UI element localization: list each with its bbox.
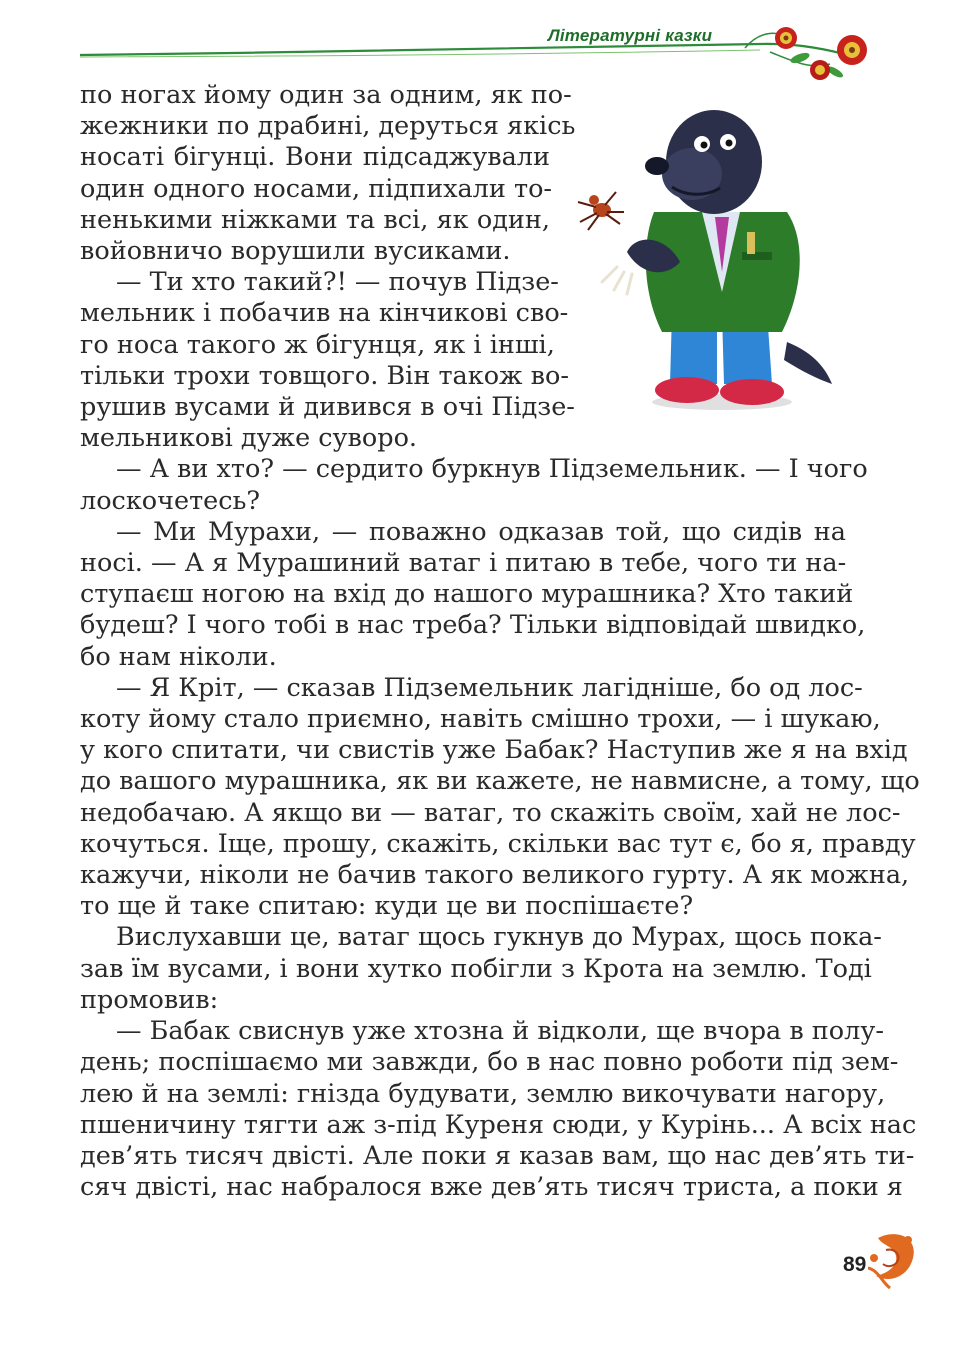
text-line: промовив: <box>80 984 219 1015</box>
paragraph <box>80 516 866 673</box>
paragraph <box>80 454 868 516</box>
page-number: 89 <box>843 1253 867 1276</box>
header-vine-decoration <box>0 0 963 92</box>
text-line: кочуться. Іще, прошу, скажіть, скільки вас тут є, бо я, правду <box>80 828 916 859</box>
body-text <box>80 80 920 1203</box>
paragraph <box>80 267 846 454</box>
text-line: Вислухавши це, ватаг щось гукнув до Мурах, щось пока- <box>116 922 882 953</box>
ornament-icon <box>868 1228 923 1290</box>
text-line: го носа такого ж бігунця, як і інші, <box>80 329 555 360</box>
text-line: лею й на землі: гнізда будувати, землю викочувати нагору, <box>80 1078 886 1109</box>
text-line: — Ми Мурахи, — поважно одказав той, що сидів на <box>116 516 846 547</box>
text-line: сяч двісті, нас набралося вже дев’ять тисяч триста, а поки я <box>80 1172 903 1203</box>
text-line: войовничо ворушили вусиками. <box>80 236 511 267</box>
text-line: недобачаю. А якщо ви — ватаг, то скажіть своїм, хай не лос- <box>80 797 901 828</box>
paragraph <box>80 1016 917 1203</box>
text-line: — Ти хто такий?! — почув Підзе- <box>116 267 559 298</box>
text-line: жежники по драбині, деруться якісь <box>80 111 576 142</box>
text-line: — Бабак свиснув уже хтозна й відколи, ще вчора в полу- <box>116 1016 884 1047</box>
paragraph <box>80 922 882 1016</box>
text-line: ступаєш ногою на вхід до нашого мурашника? Хто такий <box>80 579 854 610</box>
text-line: кажучи, ніколи не бачив такого великого гурту. А як можна, <box>80 860 910 891</box>
text-line: один одного носами, підпихали то- <box>80 173 553 204</box>
text-line: тільки трохи товщого. Він також во- <box>80 360 569 391</box>
text-line: зав їм вусами, і вони хутко побігли з Крота на землю. Тоді <box>80 953 872 984</box>
text-line: — Я Кріт, — сказав Підземельник лагідніше, бо од лос- <box>116 672 863 703</box>
paragraph <box>80 80 846 267</box>
text-line: коту йому стало приємно, навіть смішно трохи, — і шукаю, <box>80 704 881 735</box>
text-line: бо нам ніколи. <box>80 641 277 672</box>
text-line: до вашого мурашника, як ви кажете, не навмисне, а тому, що <box>80 766 920 797</box>
text-line: носаті бігунці. Вони підсаджували <box>80 142 550 173</box>
text-line: мельник і побачив на кінчикові сво- <box>80 298 569 329</box>
text-line: ненькими ніжками та всі, як один, <box>80 204 550 235</box>
text-line: день; поспішаємо ми завжди, бо в нас повно роботи під зем- <box>80 1047 899 1078</box>
text-line: носі. — А я Мурашиний ватаг і питаю в тебе, чого ти на- <box>80 548 847 579</box>
text-line: у кого спитати, чи свистів уже Бабак? Наступив же я на вхід <box>80 735 908 766</box>
text-line: будеш? І чого тобі в нас треба? Тільки відповідай швидко, <box>80 610 866 641</box>
text-line: по ногах йому один за одним, як по- <box>80 80 572 110</box>
text-line: рушив вусами й дивився в очі Підзе- <box>80 392 575 423</box>
section-title: Літературні казки <box>548 26 713 45</box>
text-line: пшеничину тягти аж з-під Куреня сюди, у Курінь... А всіх нас <box>80 1109 917 1140</box>
text-line: дев’ять тисяч двісті. Але поки я казав вам, що нас дев’ять ти- <box>80 1140 915 1171</box>
text-line: мельникові дуже суворо. <box>80 423 418 454</box>
text-line: лоскочетесь? <box>80 485 261 516</box>
text-line: — А ви хто? — сердито буркнув Підземельник. — І чого <box>116 454 868 485</box>
flower-icon <box>775 27 797 49</box>
page-header <box>0 0 963 90</box>
paragraph <box>80 672 920 923</box>
text-line: то ще й таке спитаю: куди це ви поспішаєте? <box>80 891 694 922</box>
